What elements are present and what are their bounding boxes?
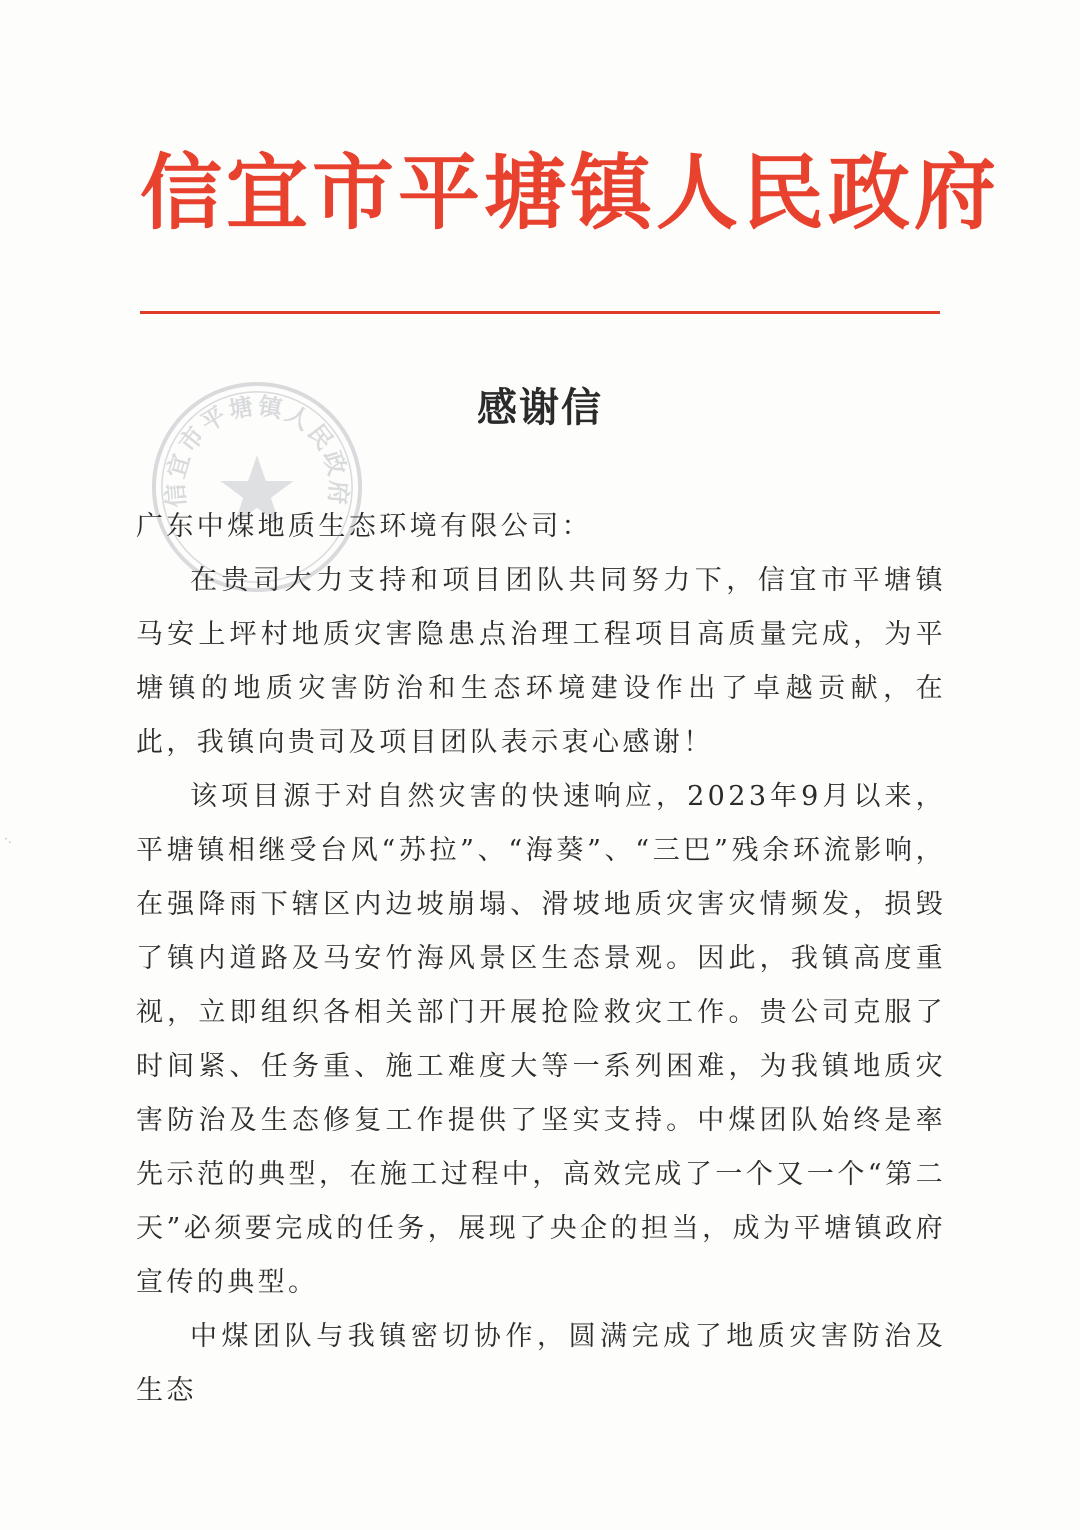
letter-body: [136, 500, 946, 1418]
letterhead-red-rule: [140, 311, 940, 314]
letter-paragraph: 在贵司大力支持和项目团队共同努力下，信宜市平塘镇马安上坪村地质灾害隐患点治理工程项目高质量完成，为平塘镇的地质灾害防治和生态环境建设作出了卓越贡献，在此，我镇向贵司及项目团队表示衷心感谢！: [136, 565, 946, 758]
letter-title: 感谢信: [477, 384, 603, 431]
letterhead-issuer: 信宜市平塘镇人民政府: [140, 145, 1001, 241]
letter-paragraph: 中煤团队与我镇密切协作，圆满完成了地质灾害防治及生态: [136, 1321, 946, 1406]
letter-salutation: 广东中煤地质生态环境有限公司：: [136, 511, 592, 542]
seal-text: 信宜市平塘镇人民政府: [160, 391, 354, 509]
letter-paragraph: 该项目源于对自然灾害的快速响应，2023年9月以来，平塘镇相继受台风“苏拉”、“海葵”、“三巴”残余环流影响，在强降雨下辖区内边坡崩塌、滑坡地质灾害灾情频发，损毁了镇内道路及马安竹海风景区生态景观。因此，我镇高度重视，立即组织各相关部门开展抢险救灾工作。贵公司克服了时间紧、任务重、施工难度大等一系列困难，为我镇地质灾害防治及生态修复工作提供了坚实支持。中煤团队始终是率先示范的典型，在施工过程中，高效完成了一个又一个“第二天”必须要完成的任务，展现了央企的担当，成为平塘镇政府宣传的典型。: [136, 781, 946, 1298]
scan-margin-mark: ·.: [4, 832, 12, 846]
